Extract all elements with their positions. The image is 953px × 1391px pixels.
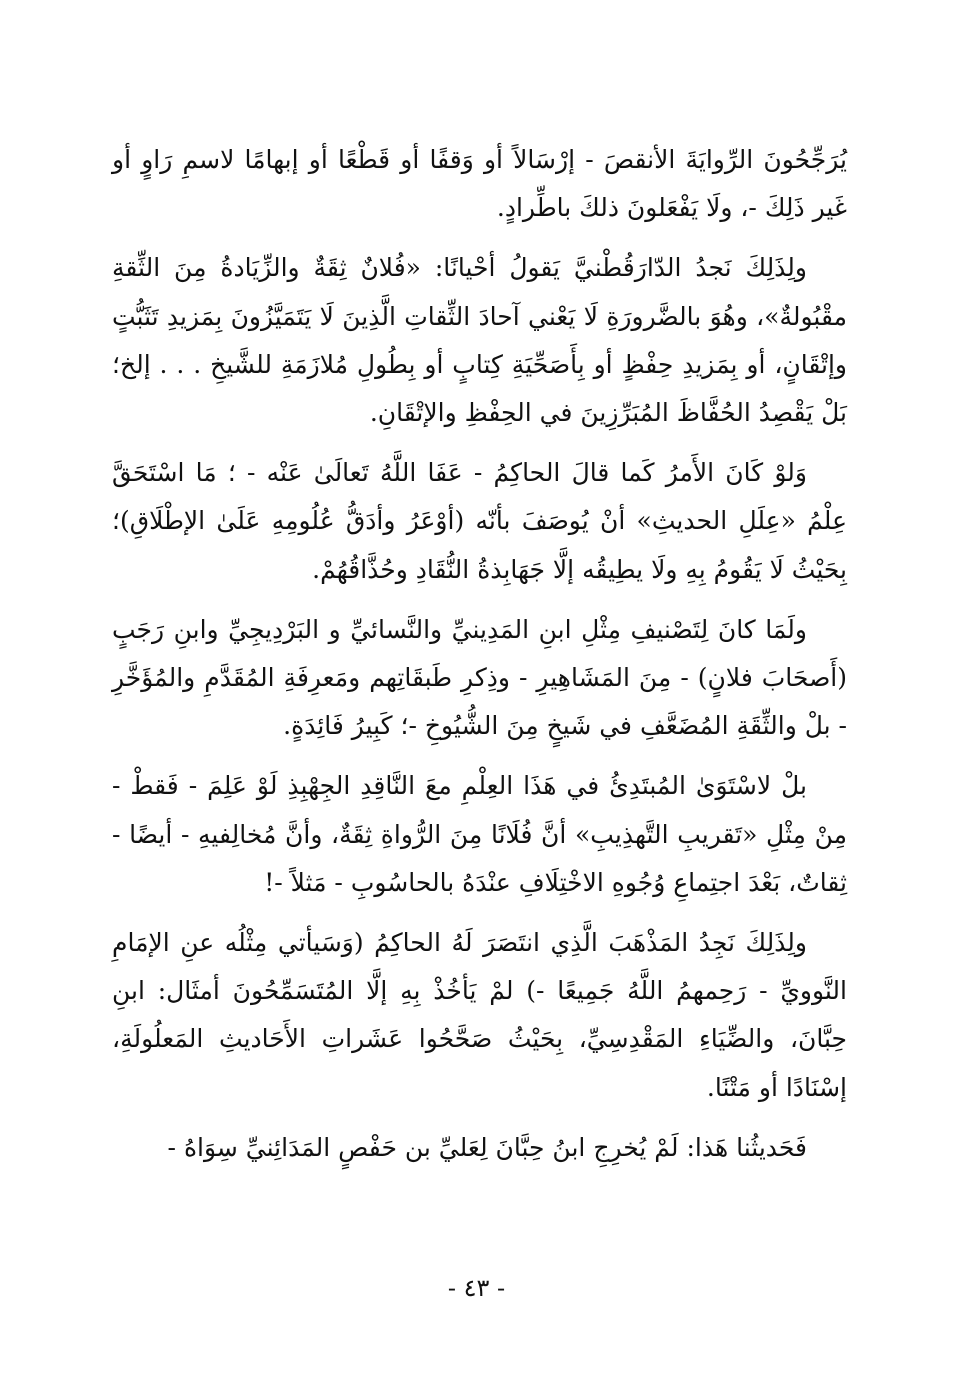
body-text xyxy=(112,136,847,1172)
paragraph-7: فَحَديثُنا هَذا: لَمْ يُخرِجِ ابنُ حِبَّانَ لِعَليِّ بن حَفْصٍ المَدَائِنيِّ سِوَاهُ - xyxy=(167,1132,807,1162)
paragraph-1: يُرَجِّحُونَ الرِّوايَةَ الأنقصَ - إرْسَالاً أو وَقفًا أو قَطْعًا أو إبهامًا لاسمِ رَاوٍ أو غَير ذَلِكَ -، ولَا يَفْعَلونَ ذلكَ باطِّرادٍ. xyxy=(112,145,847,223)
page-number: - ٤٣ - xyxy=(447,1274,506,1302)
paragraph-6: ولِذَلِكَ نَجِدُ المَذْهَبَ الَّذِي انتَصَرَ لَهُ الحاكِمُ (وَسَيأتي مِثْلُه عنِ الإمَامِ النَّوويِّ - رَحِمهمُ اللَّهُ جَمِيعًا -) لمْ يَأخُذْ بِهِ إلَّا المُتَسَمِّحُونَ أمثَال: ابنِ حِبَّانَ، والضِّيَاءِ المَقْدِسِيِّ، بِحَيْثُ صَحَّحُوا عَشَراتِ الأَحَاديثِ المَعلُولَةِ، إسْنَادًا أو مَتْنًا. xyxy=(112,928,847,1102)
paragraph-2: ولِذَلِكَ نَجدُ الدّارَقُطْنيَّ يَقولُ أحْيانًا: «فُلانٌ ثِقَةٌ والزِّيَادةُ مِنَ الثِّقةِ مقْبُولةٌ»، وهُوَ بالضَّرورَةِ لَا يَعْني آحادَ الثِّقاتِ الَّذِينَ لَا يَتَمَيَّزُونَ بِمَزيدِ تَثَبُّتٍ وإتْقَانٍ، أو بِمَزيدِ حِفْظٍ أو بِأَصَحِّيَةِ كِتابٍ أو بِطُولِ مُلازَمَةِ للشَّيخِ . . . إلخ؛ بَلْ يَقْصِدُ الحُفَّاظَ المُبَرِّزِينَ في الحِفْظِ والإتْقَانِ. xyxy=(112,253,847,428)
paragraph-4: ولَمَا كانَ لِتَصْنيفِ مِثْلِ ابنِ المَدِينيِّ والنَّسائيِّ و البَرْدِيجِيِّ وابنِ رَجَبٍ (أَصحَابَ فلانٍ) - مِنَ المَشَاهِيرِ - وذِكرِ طَبقَاتِهم ومَعرِفَةِ المُقَدَّمِ والمُؤَخَّرِ - بلْ والثِّقَةِ المُضَعَّفِ في شَيخٍ مِنَ الشُّيُوخِ -؛ كَبِيرُ فَائِدَةٍ. xyxy=(112,614,847,741)
paragraph-3: وَلوْ كَانَ الأَمرُ كَما قالَ الحاكِمُ - عَفَا اللَّهُ تَعالَىٰ عَنْه - ؛ مَا اسْتَحَقَّ عِلْمُ «عِلَلِ الحديثِ» أنْ يُوصَفَ بأنّه (أوْعَرُ وأدَقُّ عُلُومِهِ عَلَىٰ الإطْلَاقِ)؛ بِحَيْثُ لَا يَقُومُ بِهِ ولَا يطِيقُه إلَّا جَهَابِذةُ النُّقَادِ وحُذَّاقُهُمْ. xyxy=(112,458,847,584)
paragraph-5: بلْ لاسْتَوَىٰ المُبتَدِئُ في هَذَا العِلْمِ معَ النَّاقِدِ الجِهْبِذِ لَوْ عَلِمَ - فَقطْ - مِنْ مِثْلِ «تَقريبِ التَّهذِيبِ» أنَّ فُلَانًا مِنَ الرُّواةِ ثِقَةٌ، وأنَّ مُخالِفيهِ - أيضًا - ثِقاتٌ، بَعْدَ اجتِماعِ وُجُوهِ الاخْتِلَافِ عنْدَهُ بالحاسُوبِ - مَثلاً -! xyxy=(112,771,847,897)
